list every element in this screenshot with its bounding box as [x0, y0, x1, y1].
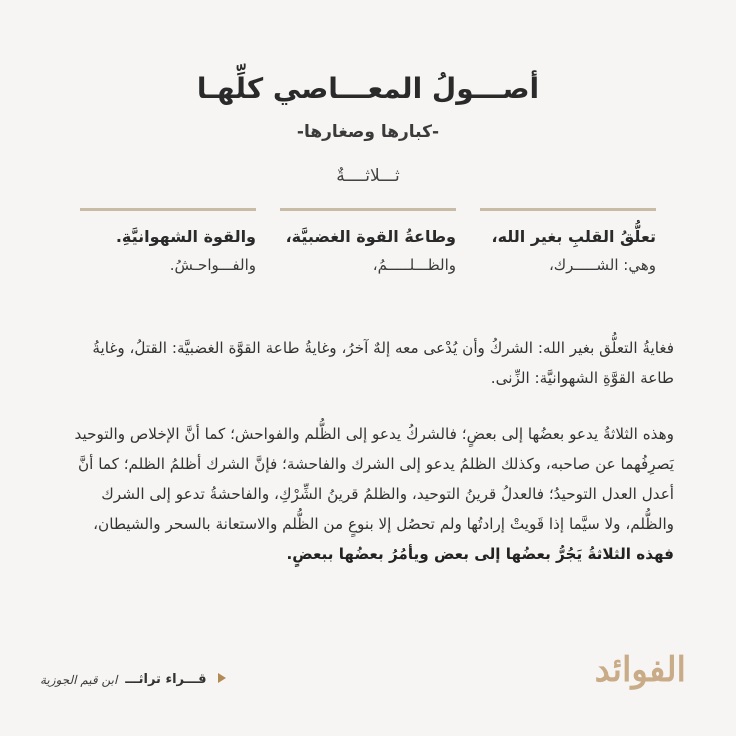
column-1 — [480, 208, 656, 288]
column-divider — [80, 208, 256, 211]
column-divider — [280, 208, 456, 211]
brand-logo: الفوائد — [594, 650, 686, 690]
column-heading: تعلُّقُ القلبِ بغير الله، — [491, 227, 656, 246]
paragraph-2-text: وهذه الثلاثةُ يدعو بعضُها إلى بعضٍ؛ فالشركُ يدعو إلى الظُّلم والفواحش؛ كما أنَّ الإخلاص والتوحيد يَصرِفُهما عن صاحبه، وكذلك الظلمُ يدعو إلى الشرك والفاحشة؛ فإنَّ الشرك أظلمُ الظلم؛ كما أنَّ أعدل العدل التوحيدُ؛ فالعدلُ قرينُ التوحيد، والظلمُ قرينُ الشِّرْكِ، والفاحشةُ تدعو إلى الشرك والظُّلم، ولا سيَّما إذا قَويتْ إرادتُها ولم تحصُل إلا بنوعٍ من الظُّلم والاستعانة بالسحر والشيطان، — [74, 425, 674, 534]
page-title: أصـــولُ المعـــاصي كلِّهـا — [196, 72, 540, 105]
column-heading: وطاعةُ القوة الغضبيَّة، — [285, 227, 456, 246]
column-heading: والقوة الشهوانيَّةِ. — [115, 227, 256, 246]
paragraph-1: فغايةُ التعلُّق بغير الله: الشركُ وأن يُدْعى معه إلهٌ آخرُ، وغايةُ طاعة القوَّة الغضبيَّة: القتلُ، وغايةُ طاعة القوَّةِ الشهوانيَّة: الزِّنى. — [92, 339, 674, 388]
three-columns — [80, 208, 656, 288]
count-label: ثـــلاثــــةٌ — [336, 166, 400, 186]
page-subtitle: -كبارها وصغارها- — [296, 122, 440, 142]
column-3 — [80, 208, 256, 288]
column-2 — [280, 208, 456, 288]
column-subtext: وهي: الشـــــرك، — [548, 256, 656, 274]
chevron-right-icon[interactable] — [215, 670, 229, 689]
column-subtext: والفـــواحـشُ. — [169, 256, 256, 274]
footer — [40, 670, 229, 689]
paragraph-2 — [62, 419, 674, 569]
author-signature: ابن قيم الجوزية — [40, 672, 118, 687]
column-divider — [480, 208, 656, 211]
footer-link[interactable]: قـــراء تراثـــ — [125, 672, 207, 687]
paragraph-2-bold: فهذه الثلاثةُ يَجُرُّ بعضُها إلى بعض ويأمُرُ بعضُها ببعضٍ. — [286, 545, 674, 564]
column-subtext: والظـــلـــــمُ، — [372, 256, 456, 274]
